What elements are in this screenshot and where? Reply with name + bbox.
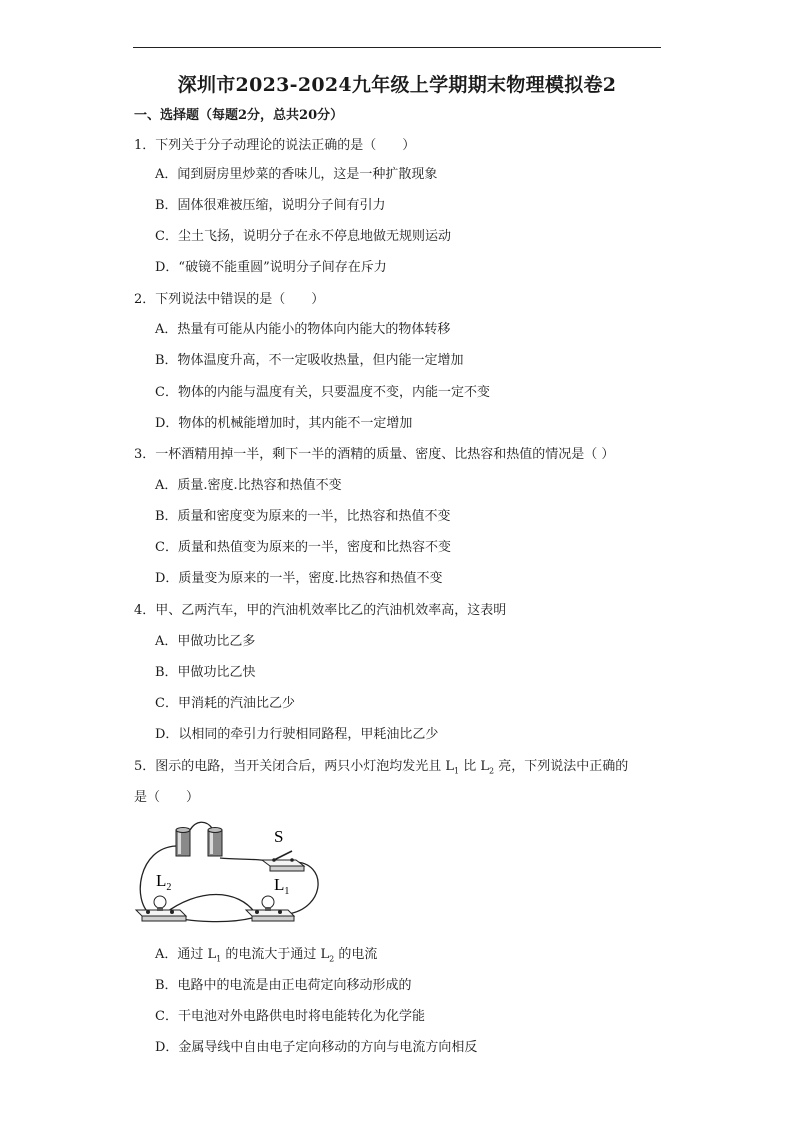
question-5-stem: 5．图示的电路，当开关闭合后，两只小灯泡均发光且 $L_1$ 比 $L_2$ 亮，下列说法中正确的 xyxy=(134,759,629,776)
lamp-l1 xyxy=(246,896,294,921)
question-2-stem: 2．下列说法中错误的是（ ） xyxy=(134,292,325,307)
question-1-option-b: B．固体很难被压缩，说明分子间有引力 xyxy=(155,198,386,213)
question-3-option-b: B．质量和密度变为原来的一半，比热容和热值不变 xyxy=(155,509,451,524)
question-5-stem-line2: 是（ ） xyxy=(134,790,200,805)
question-2-option-c: C．物体的内能与温度有关，只要温度不变，内能一定不变 xyxy=(155,385,490,400)
question-1-option-c: C．尘土飞扬，说明分子在永不停息地做无规则运动 xyxy=(155,229,451,244)
battery-right xyxy=(208,828,222,857)
question-2-option-b: B．物体温度升高，不一定吸收热量，但内能一定增加 xyxy=(155,353,464,368)
question-5-option-b: B．电路中的电流是由正电荷定向移动形成的 xyxy=(155,978,412,993)
circuit-diagram xyxy=(128,818,338,930)
question-1-option-a: A．闻到厨房里炒菜的香味儿，这是一种扩散现象 xyxy=(155,167,438,182)
lamp-l1-label: $L_1$ xyxy=(274,875,290,897)
section-heading: 一、选择题（每题2分，总共20分） xyxy=(134,108,344,123)
question-2-option-d: D．物体的机械能增加时，其内能不一定增加 xyxy=(155,416,413,431)
lamp-l2-label: $L_2$ xyxy=(156,871,172,893)
battery-left xyxy=(176,828,190,857)
question-5-option-c: C．干电池对外电路供电时将电能转化为化学能 xyxy=(155,1009,425,1024)
question-3-stem: 3．一杯酒精用掉一半，剩下一半的酒精的质量、密度、比热容和热值的情况是（ ） xyxy=(134,447,615,462)
question-1-option-d: D．“破镜不能重圆”说明分子间存在斥力 xyxy=(155,260,387,275)
question-3-option-d: D．质量变为原来的一半，密度.比热容和热值不变 xyxy=(155,571,443,586)
question-1-stem: 1．下列关于分子动理论的说法正确的是（ ） xyxy=(134,138,416,153)
switch-label: S xyxy=(274,827,284,846)
question-2-option-a: A．热量有可能从内能小的物体向内能大的物体转移 xyxy=(155,322,451,337)
switch-s xyxy=(262,851,304,871)
question-4-option-c: C．甲消耗的汽油比乙少 xyxy=(155,696,295,711)
page-title: 深圳市2023-2024九年级上学期期末物理模拟卷2 xyxy=(177,74,617,96)
question-4-option-a: A．甲做功比乙多 xyxy=(155,634,256,649)
question-5-option-d: D．金属导线中自由电子定向移动的方向与电流方向相反 xyxy=(155,1040,478,1055)
question-4-stem: 4．甲、乙两汽车，甲的汽油机效率比乙的汽油机效率高，这表明 xyxy=(134,603,507,618)
lamp-l2 xyxy=(136,896,186,921)
question-4-option-b: B．甲做功比乙快 xyxy=(155,665,256,680)
question-3-option-c: C．质量和热值变为原来的一半，密度和比热容不变 xyxy=(155,540,451,555)
question-5-option-a: A．通过 $L_1$ 的电流大于通过 $L_2$ 的电流 xyxy=(155,947,378,964)
header-rule xyxy=(133,47,661,48)
question-3-option-a: A．质量.密度.比热容和热值不变 xyxy=(155,478,342,493)
question-4-option-d: D．以相同的牵引力行驶相同路程，甲耗油比乙少 xyxy=(155,727,439,742)
